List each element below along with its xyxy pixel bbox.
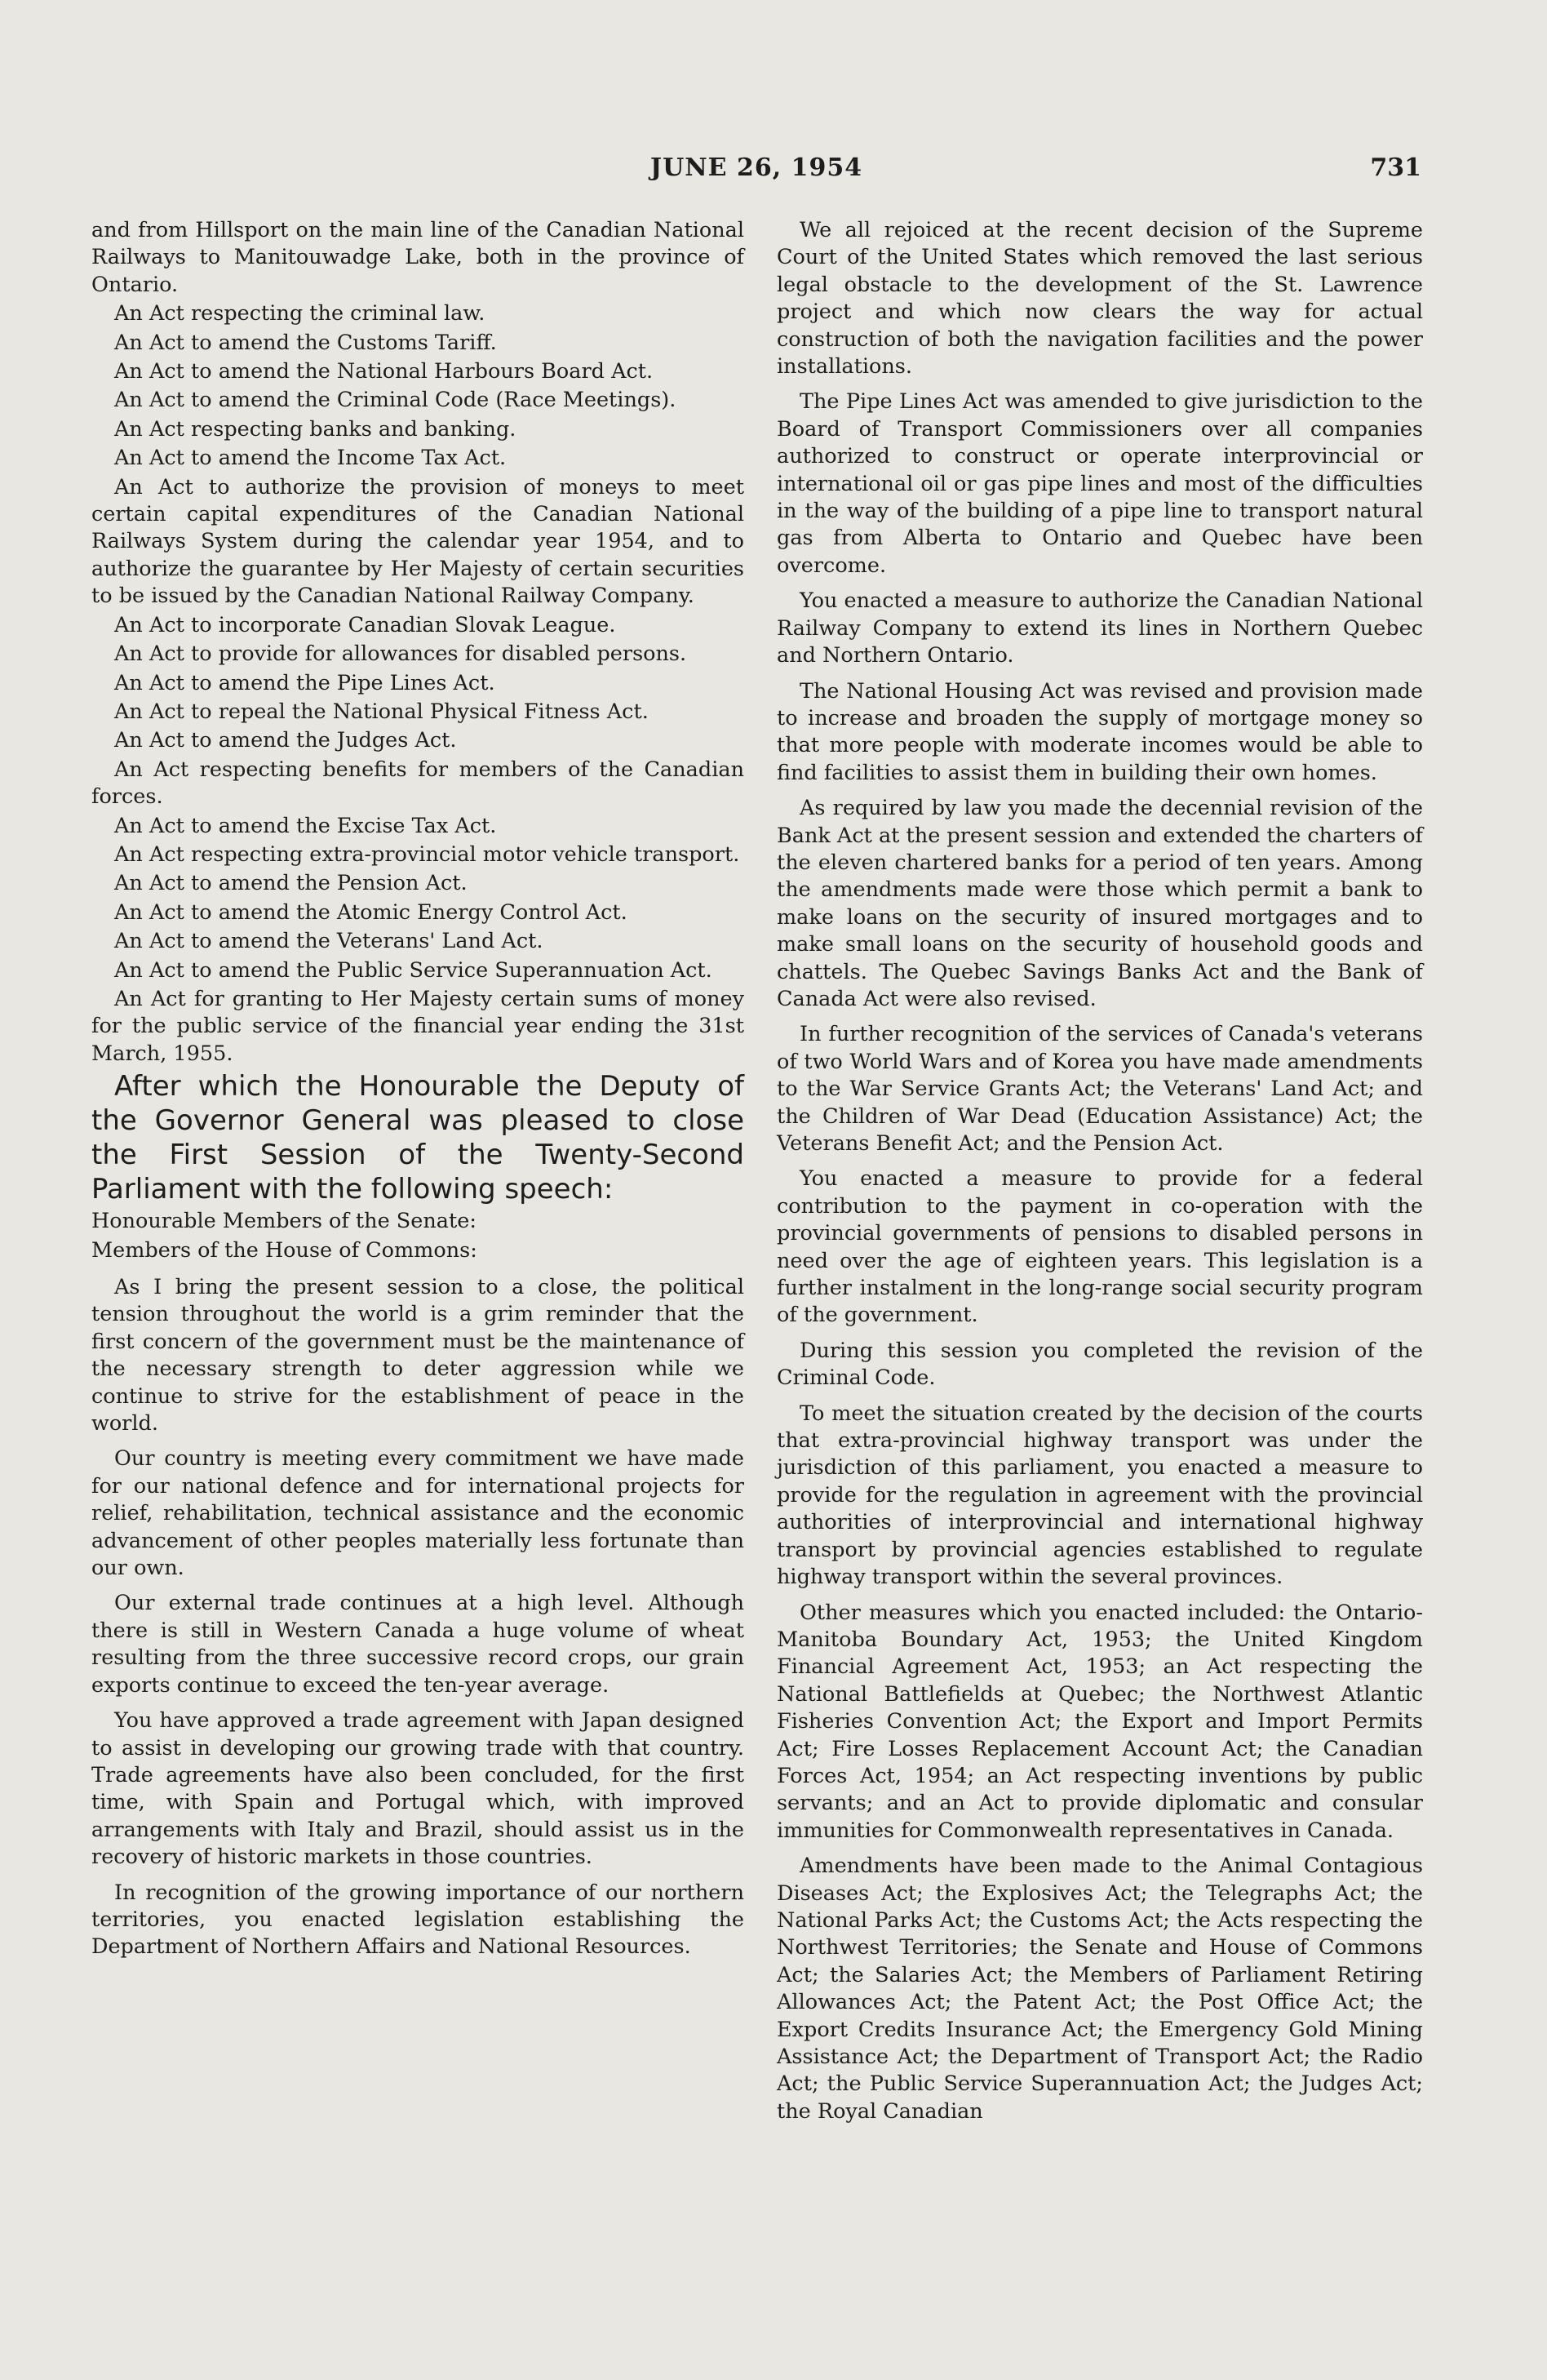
act-item: An Act respecting banks and banking. bbox=[114, 416, 516, 442]
speech-paragraph: As I bring the present session to a close, the political tension throughout the world is a grim reminder that the first concern of the government must be the maintenance of the necessary strength to deter aggression while we continue to strive for the establishment of peace in the world. bbox=[91, 1275, 744, 1436]
act-item: An Act respecting extra-provincial motor vehicle transport. bbox=[114, 841, 740, 867]
act-item: An Act to amend the Excise Tax Act. bbox=[114, 813, 497, 838]
speech-paragraph: You have approved a trade agreement with Japan designed to assist in developing our growing trade with that country. Trade agreements have also been concluded, for the first time, with Spain and Portugal which, with improved arrangements with Italy and Brazil, should assist us in the recovery of historic markets in those countries. bbox=[91, 1708, 744, 1870]
act-item: An Act respecting the criminal law. bbox=[114, 301, 485, 326]
continuation-paragraph: and from Hillsport on the main line of the Canadian National Railways to Manitouwadge Lake, both in the province of Ontario. bbox=[91, 218, 744, 297]
act-item: An Act respecting benefits for members of the Canadian forces. bbox=[91, 757, 744, 810]
speech-paragraph: Amendments have been made to the Animal Contagious Diseases Act; the Explosives Act; the Telegraphs Act; the National Parks Act; the Customs Act; the Acts respecting the Northwest Territories; the Senate and House of Commons Act; the Salaries Act; the Members of Parliament Retiring Allowances Act; the Patent Act; the Post Office Act; the Export Credits Insurance Act; the Emergency Gold Mining Assistance Act; the Department of Transport Act; the Radio Act; the Public Service Superannuation Act; the Judges Act; the Royal Canadian bbox=[777, 1854, 1423, 2124]
act-item: An Act to amend the Criminal Code (Race Meetings). bbox=[114, 388, 676, 413]
right-column bbox=[777, 217, 1423, 2127]
speech-paragraph: You enacted a measure to authorize the Canadian National Railway Company to extend its lines in Northern Quebec and Northern Ontario. bbox=[777, 588, 1423, 668]
act-item: An Act to amend the Income Tax Act. bbox=[114, 446, 507, 471]
act-item: An Act to amend the Pipe Lines Act. bbox=[114, 670, 495, 695]
act-item: An Act to amend the Pension Act. bbox=[114, 871, 468, 896]
speech-paragraphs-left bbox=[91, 1274, 744, 1961]
speech-paragraph: Other measures which you enacted included: the Ontario-Manitoba Boundary Act, 1953; the United Kingdom Financial Agreement Act, 1953; an Act respecting the National Battlefields at Quebec; the Northwest Atlantic Fisheries Convention Act; the Export and Import Permits Act; Fire Losses Replacement Account Act; the Canadian Forces Act, 1954; an Act respecting inventions by public servants; and an Act to provide diplomatic and consular immunities for Commonwealth representatives in Canada. bbox=[777, 1600, 1423, 1843]
speech-paragraphs-right bbox=[777, 217, 1423, 2125]
salutations bbox=[91, 1208, 744, 1264]
speech-paragraph: Our country is meeting every commitment we have made for our national defence and for international projects for relief, rehabilitation, technical assistance and the economic advancement of other peoples materially less fortunate than our own. bbox=[91, 1446, 744, 1581]
act-item: An Act to provide for allowances for disabled persons. bbox=[114, 642, 687, 667]
act-item: An Act to amend the Judges Act. bbox=[114, 728, 457, 753]
speech-paragraph: You enacted a measure to provide for a federal contribution to the payment in co-operation with the provincial governments of pensions to disabled persons in need over the age of eighteen years. This legislation is a further instalment in the long-range social security program of the government. bbox=[777, 1166, 1423, 1328]
speech-paragraph: In recognition of the growing importance of our northern territories, you enacted legislation establishing the Department of Northern Affairs and National Resources. bbox=[91, 1880, 744, 1960]
page-date: JUNE 26, 1954 bbox=[649, 153, 863, 182]
act-item: An Act to repeal the National Physical Fitness Act. bbox=[114, 699, 649, 724]
speech-paragraph: In further recognition of the services of Canada's veterans of two World Wars and of Korea you have made amendments to the War Service Grants Act; the Veterans' Land Act; and the Children of War Dead (Education Assistance) Act; the Veterans Benefit Act; and the Pension Act. bbox=[777, 1022, 1423, 1156]
act-item: An Act to amend the Customs Tariff. bbox=[114, 330, 497, 355]
act-item: An Act to amend the Public Service Superannuation Act. bbox=[114, 957, 712, 983]
speech-paragraph: The National Housing Act was revised and provision made to increase and broaden the supply of mortgage money so that more people with moderate incomes would be able to find facilities to assist them in building their own homes. bbox=[777, 678, 1423, 785]
act-item: An Act to authorize the provision of moneys to meet certain capital expenditures of the Canadian National Railways System during the calendar year 1954, and to authorize the guarantee by Her Majesty of certain securities to be issued by the Canadian National Railway Company. bbox=[91, 474, 744, 609]
speech-paragraph: The Pipe Lines Act was amended to give jurisdiction to the Board of Transport Commissioners over all companies authorized to construct or operate interprovincial or international oil or gas pipe lines and most of the difficulties in the way of the building of a pipe line to transport natural gas from Alberta to Ontario and Quebec have been overcome. bbox=[777, 389, 1423, 578]
act-item: An Act for granting to Her Majesty certain sums of money for the public service of the financial year ending the 31st March, 1955. bbox=[91, 986, 744, 1066]
act-item: An Act to amend the Veterans' Land Act. bbox=[114, 929, 543, 954]
speech-intro: After which the Honourable the Deputy of the Governor General was pleased to close the First Session of the Twenty-Second Parliament with the following speech: bbox=[91, 1070, 744, 1206]
salutation-commons: Members of the House of Commons: bbox=[91, 1237, 477, 1263]
act-item: An Act to amend the Atomic Energy Control Act. bbox=[114, 899, 627, 925]
speech-paragraph: During this session you completed the revision of the Criminal Code. bbox=[777, 1338, 1423, 1391]
acts-list bbox=[91, 300, 744, 1068]
act-item: An Act to incorporate Canadian Slovak League. bbox=[114, 612, 616, 637]
speech-paragraph: We all rejoiced at the recent decision of the Supreme Court of the United States which removed the last serious legal obstacle to the development of the St. Lawrence project and which now clears the way for actual construction of both the navigation facilities and the power installations. bbox=[777, 218, 1423, 380]
speech-paragraph: Our external trade continues at a high level. Although there is still in Western Canada a huge volume of wheat resulting from the three successive record crops, our grain exports continue to exceed the ten-year average. bbox=[91, 1591, 744, 1698]
page-header bbox=[91, 153, 1421, 186]
act-item: An Act to amend the National Harbours Board Act. bbox=[114, 359, 654, 384]
speech-paragraph: To meet the situation created by the decision of the courts that extra-provincial highway transport was under the jurisdiction of this parliament, you enacted a measure to provide for the regulation in agreement with the provincial authorities of interprovincial and international highway transport by provincial agencies established to regulate highway transport within the several provinces. bbox=[777, 1401, 1423, 1590]
left-column bbox=[91, 217, 744, 1963]
page-number: 731 bbox=[1370, 153, 1421, 182]
speech-paragraph: As required by law you made the decennial revision of the Bank Act at the present session and extended the charters of the eleven chartered banks for a period of ten years. Among the amendments made were those which permit a bank to make loans on the security of insured mortgages and to make small loans on the security of household goods and chattels. The Quebec Savings Banks Act and the Bank of Canada Act were also revised. bbox=[777, 796, 1423, 1011]
salutation-senate: Honourable Members of the Senate: bbox=[91, 1209, 477, 1234]
